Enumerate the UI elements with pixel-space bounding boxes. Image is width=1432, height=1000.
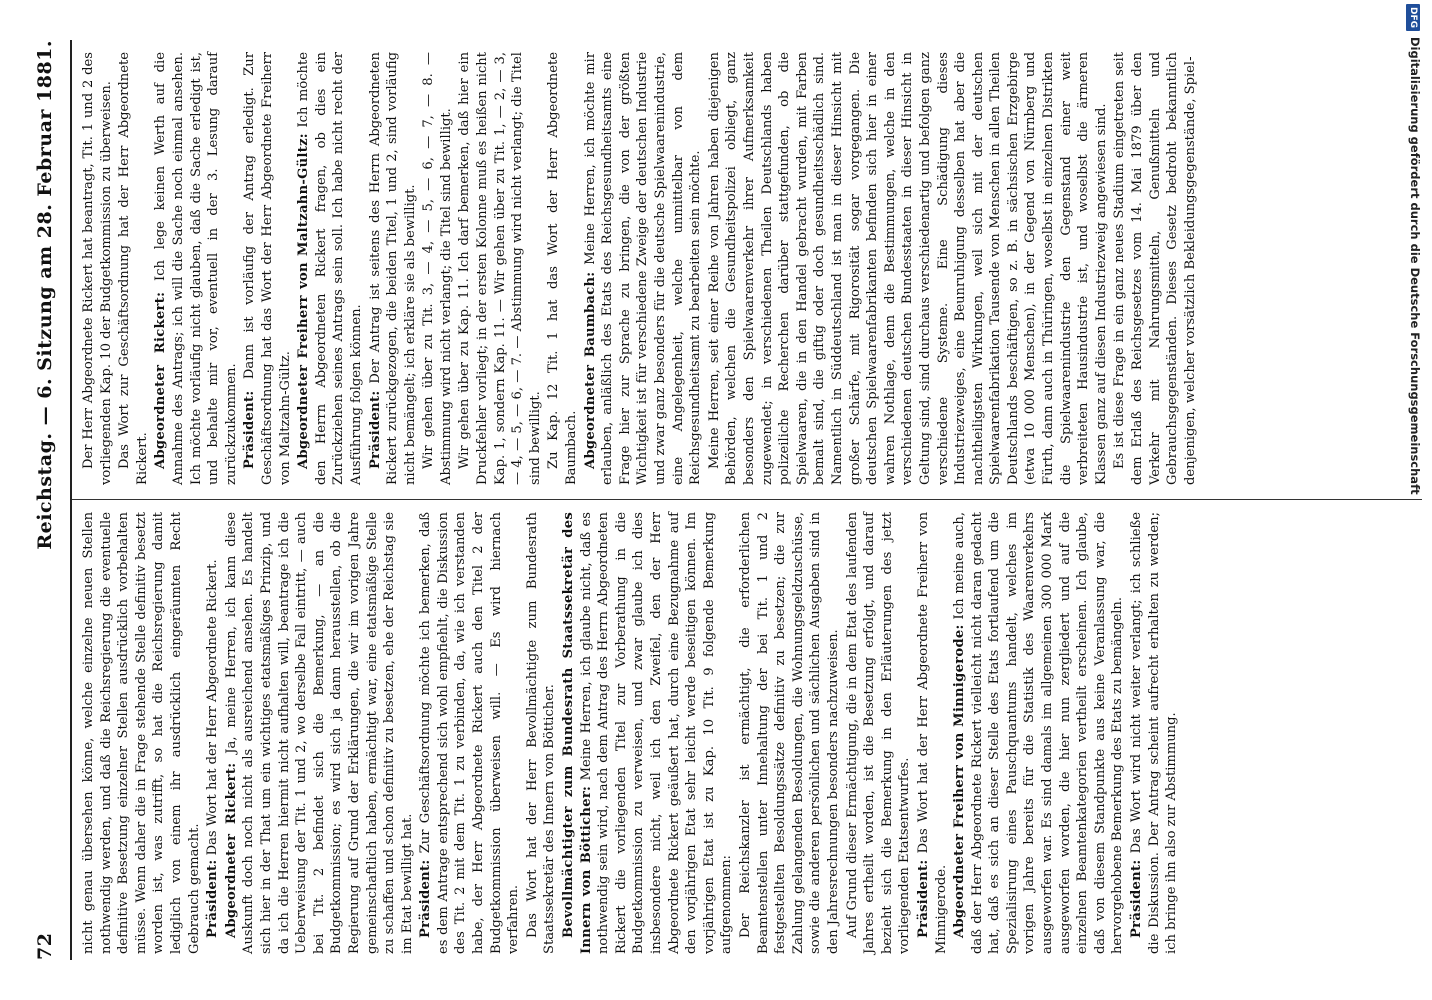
paragraph: Abgeordneter Rickert: Ja, meine Herren, ich kann diese Auskunft doch noch nicht als ausreichend ansehen. Es handelt sich hier in der That um ein wichtiges etatsmäßiges Prinzip, und da ich die Herren hiermit nicht aufhalten will, beantrage ich die Ueberweisung der Tit. 1 und 2, wo derselbe Fall eintritt, — auch bei Tit. 2 befindet sich die Bemerkung, — an die Budgetkommission; es wird sich ja dann herausstellen, ob die Regierung auf Grund der Erklärungen, die wir im vorigen Jahre gemeinschaftlich haben, ermächtigt war, eine etatsmäßige Stelle zu schaffen und schon definitiv zu besetzen, ehe der Reichstag sie im Etat bewilligt hat. — [223, 512, 415, 954]
speaker-name: Bevollmächtigter zum Bundesrath Staatssekretär des Innern von Bötticher: — [561, 512, 594, 954]
paragraph: Wir gehen über zu Tit. 3, — 4, — 5, — 6, — 7, — 8. — Abstimmung wird nicht verlangt; die Titel sind bewilligt. — [421, 52, 454, 485]
speaker-name: Präsident: — [1129, 859, 1145, 938]
paragraph: Präsident: Das Wort hat der Herr Abgeordnete Freiherr von Minnigerode. — [915, 512, 949, 954]
dfg-logo: DFG — [1406, 4, 1420, 31]
left-column — [72, 500, 1422, 960]
credit-text: Digitalisierung gefördert durch die Deutsche Forschungsgemeinschaft — [1408, 37, 1422, 495]
paragraph: Präsident: Das Wort hat der Herr Abgeordnete Rickert. — [205, 559, 221, 938]
speaker-name: Präsident: — [418, 859, 434, 938]
paragraph: Zu Kap. 12 Tit. 1 hat das Wort der Herr Abgeordnete Baumbach. — [546, 52, 580, 485]
paragraph: Präsident: Der Antrag ist seitens des Herrn Abgeordneten Rickert zurückgezogen, die beiden Titel, 1 und 2, sind vorläufig nicht bemängelt; ich erkläre sie als bewilligt. — [367, 52, 418, 485]
page-number: 72 — [34, 932, 56, 960]
paragraph: nicht genau übersehen könne, welche einzelne neuen Stellen nothwendig werden, und daß die Reichsregierung die eventuelle definitive Besetzung einzelner Stellen ausdrücklich vorbehalten müsse. Wenn daher die in Frage stehende Stelle definitiv besetzt worden ist, was zutrifft, so hat die Reichsregierung damit lediglich von einem ihr ausdrücklich eingeräumten Recht Gebrauch gemacht. — [81, 512, 202, 954]
right-column — [72, 40, 1422, 500]
paragraph: Der Herr Abgeordnete Rickert hat beantragt, Tit. 1 und 2 des vorliegenden Kap. 10 der Budgetkommission zu überweisen. — [81, 52, 114, 485]
paragraph: Auf Grund dieser Ermächtigung, die in dem Etat des laufenden Jahres ertheilt worden, ist die Besetzung erfolgt, und darauf bezieht sich die Bemerkung in den Erläuterungen des jetzt vorliegenden Etatsentwurfes. — [844, 512, 913, 954]
speaker-name: Präsident: — [367, 390, 383, 469]
speaker-name: Präsident: — [242, 390, 258, 469]
page-title: Reichstag. — 6. Sitzung am 28. Februar 1881. — [34, 40, 56, 550]
speaker-name: Abgeordneter Rickert: — [223, 762, 239, 938]
credit-strip — [1408, 4, 1426, 624]
speaker-name: Abgeordneter Freiherr von Maltzahn-Gültz: — [296, 133, 312, 469]
text-columns — [72, 40, 1422, 960]
paragraph: Bevollmächtigter zum Bundesrath Staatssekretär des Innern von Bötticher: Meine Herren, ich glaube nicht, daß es nothwendig sein wird, nach dem Antrag des Herrn Abgeordneten Rickert die vorliegenden Titel zur Vorberathung in die Budgetkommission zu verweisen, und zwar glaube ich dies insbesondere nicht, weil ich den Zweifel, den der Herr Abgeordnete Rickert geäußert hat, durch eine Bezugnahme auf den vorjährigen Etat sehr leicht werde beseitigen können. Im vorjährigen Etat ist zu Kap. 10 Tit. 9 folgende Bemerkung aufgenommen: — [561, 511, 735, 954]
running-head — [34, 40, 72, 960]
speaker-name: Abgeordneter Rickert: — [153, 291, 169, 469]
paragraph: Präsident: Zur Geschäftsordnung möchte ich bemerken, daß es dem Antrage entsprechend sich wohl empfiehlt, die Diskussion des Tit. 2 mit dem Tit. 1 zu verbinden, da, wie ich verstanden habe, der Herr Abgeordnete Rickert auch den Titel 2 der Budgetkommission überweisen will. — Es wird hiernach verfahren. — [418, 512, 522, 954]
paragraph: Abgeordneter Rickert: Ich lege keinen Werth auf die Annahme des Antrags; ich will die Sache noch einmal ansehen. Ich möchte vorläufig nicht glauben, daß die Sache erledigt ist, und behalte mir vor, eventuell in der 3. Lesung darauf zurückzukommen. — [153, 52, 239, 485]
paragraph: Das Wort zur Geschäftsordnung hat der Herr Abgeordnete Rickert. — [117, 52, 150, 485]
credit-line — [1406, 4, 1424, 624]
paragraph: Der Reichskanzler ist ermächtigt, die erforderlichen Beamtenstellen unter Innehaltung der bei Tit. 1 und 2 festgestellten Besoldungssätze definitiv zu besetzen; die zur Zahlung gelangenden Besoldungen, die Wohnungsgeldzuschüsse, sowie die anderen persönlichen und sächlichen Ausgaben sind in den Jahresrechnungen besonders nachzuweisen. — [737, 512, 841, 954]
speaker-name: Präsident: — [205, 859, 221, 938]
speaker-name: Abgeordneter Baumbach: — [582, 271, 598, 469]
paragraph: Abgeordneter Freiherr von Maltzahn-Gültz: Ich möchte den Herrn Abgeordneten Rickert fragen, ob dies ein Zurückziehen seines Antrags sein soll. Ich habe nicht recht der Ausführung folgen können. — [296, 52, 364, 485]
paragraph: Wir gehen über zu Kap. 11. Ich darf bemerken, daß hier ein Druckfehler vorliegt; in der ersten Kolonne muß es heißen nicht Kap. 1, sondern Kap. 11. — Wir gehen über zu Tit. 1, — 2, — 3, — 4, — 5, — 6, — 7. — Abstimmung wird nicht verlangt; die Titel sind bewilligt. — [457, 52, 543, 485]
paragraph: Präsident: Das Wort wird nicht weiter verlangt; ich schließe die Diskussion. Der Antrag scheint aufrecht erhalten zu werden; ich bringe ihn also zur Abstimmung. — [1129, 512, 1180, 954]
speaker-name: Präsident: — [915, 859, 931, 938]
paragraph: Abgeordneter Freiherr von Minnigerode: Ich meine auch, daß der Herr Abgeordnete Rickert vielleicht nicht daran gedacht hat, daß es sich an dieser Stelle des Etats fortlaufend um die Spezialisirung eines Pauschquantums handelt, welches im vorigen Jahre bereits für die Statistik des Waarenverkehrs ausgeworfen war. Es sind damals im allgemeinen 300 000 Mark ausgeworfen worden, die hier nun zergliedert und auf die einzelnen Beamtenkategorien vertheilt erscheinen. Ich glaube, daß von diesem Standpunkte aus keine Veranlassung war, die hervorgehobene Bemerkung des Etats zu bemängeln. — [952, 512, 1126, 954]
paragraph: Abgeordneter Baumbach: Meine Herren, ich möchte mir erlauben, anläßlich des Etats des Reichsgesundheitsamts eine Frage hier zur Sprache zu bringen, die von der größten Wichtigkeit ist für verschiedene Zweige der deutschen Industrie und zwar ganz besonders für die deutsche Spielwaarenindustrie, eine Angelegenheit, welche unmittelbar von dem Reichsgesundheitsamt zu bearbeiten sein möchte. — [582, 51, 704, 485]
speaker-name: Abgeordneter Freiherr von Minnigerode: — [952, 624, 968, 938]
paragraph: Es ist diese Frage in ein ganz neues Stadium eingetreten seit dem Erlaß des Reichsgesetzes vom 14. Mai 1879 über den Verkehr mit Nahrungsmitteln, Genußmitteln und Gebrauchsgegenständen. Dieses Gesetz bedroht bekanntlich denjenigen, welcher vorsätzlich Bekleidungsgegenstände, Spiel- — [1112, 52, 1198, 485]
paragraph: Meine Herren, seit einer Reihe von Jahren haben diejenigen Behörden, welchen die Gesundheitspolizei obliegt, ganz besonders den Spielwaarenverkehr ihrer Aufmerksamkeit zugewendet; in verschiedenen Theilen Deutschlands haben polizeiliche Recherchen darüber stattgefunden, ob die Spielwaaren, die in den Handel gebracht wurden, mit Farben bemalt sind, die giftig oder doch gesundheitsschädlich sind. Namentlich in Süddeutschland ist man in dieser Hinsicht mit großer Schärfe, mit Rigorosität sogar vorgegangen. Die deutschen Spielwaarenfabrikanten befinden sich hier in einer wahren Nothlage, denn die Bestimmungen, welche in den verschiedenen deutschen Bundesstaaten in dieser Hinsicht in Geltung sind, sind durchaus verschiedenartig und befolgen ganz verschiedene Systeme. Eine Schädigung dieses Industriezweiges, eine Beunruhigung desselben hat aber die nachtheiligsten Wirkungen, weil sich mit der deutschen Spielwaarenfabrikation Tausende von Menschen in allen Theilen Deutschlands beschäftigen, so z. B. in sächsischen Erzgebirge (etwa 10 000 Menschen), in der Gegend von Nürnberg und Fürth, dann auch in Thüringen, woselbst in einzelnen Distrikten die Spielwaarenindustrie den Gegenstand einer weit verbreiteten Hausindustrie ist, und woselbst die ärmeren Klassen ganz auf diesen Industriezweig angewiesen sind. — [706, 52, 1109, 485]
paragraph: Präsident: Dann ist vorläufig der Antrag erledigt. Zur Geschäftsordnung hat das Wort der Herr Abgeordnete Freiherr von Maltzahn-Gültz. — [242, 52, 293, 485]
paragraph: Das Wort hat der Herr Bevollmächtigte zum Bundesrath Staatssekretär des Innern von Bötticher. — [524, 512, 558, 954]
